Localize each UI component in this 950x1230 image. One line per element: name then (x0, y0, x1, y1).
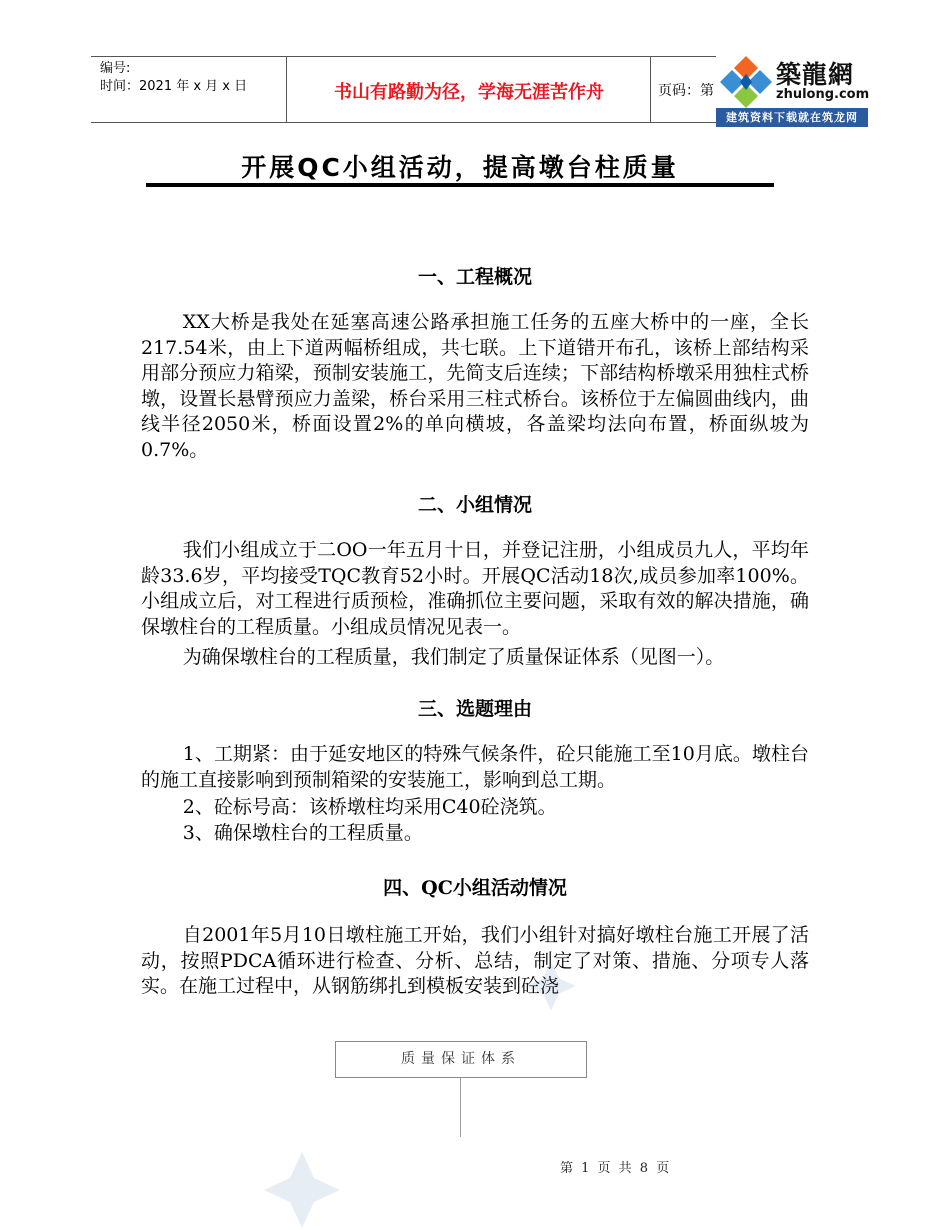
logo-chinese-name: 築龍網 (776, 60, 855, 89)
diagram-connector (460, 1077, 461, 1137)
watermark-icon (262, 1150, 342, 1230)
zhulong-logo-icon (718, 54, 774, 110)
section-paragraph: 为确保墩柱台的工程质量，我们制定了质量保证体系（见图一）。 (182, 646, 725, 668)
watermark-icon (525, 960, 577, 1012)
section-paragraph: 1、工期紧：由于延安地区的特殊气候条件，砼只能施工至10月底。墩柱台的施工直接影响到预制箱梁的安装施工，影响到总工期。 (141, 743, 809, 791)
section-heading: 一、工程概况 (417, 266, 532, 288)
header-page-label: 页码：第 (658, 83, 714, 99)
section-heading: 三、选题理由 (417, 698, 532, 720)
header-divider (650, 56, 651, 122)
document-time-label: 时间：2021 年 x 月 x 日 (100, 79, 248, 94)
header-motto: 书山有路勤为径，学海无涯苦作舟 (334, 82, 604, 103)
section-heading: 二、小组情况 (417, 494, 532, 516)
header-divider (286, 56, 287, 122)
section-paragraph: 自2001年5月10日墩柱施工开始，我们小组针对搞好墩柱台施工开展了活动，按照PDCA循环进行检查、分析、总结，制定了对策、措施、分项专人落实。在施工过程中，从钢筋绑扎到模板安装到砼浇 (141, 924, 809, 997)
logo-slogan: 建筑资料下载就在筑龙网 (716, 108, 868, 127)
section-paragraph: 2、砼标号高：该桥墩柱均采用C40砼浇筑。 (182, 796, 557, 818)
section-paragraph: XX大桥是我处在延塞高速公路承担施工任务的五座大桥中的一座，全长217.54米，由上下道两幅桥组成，共七联。上下道错开布孔，该桥上部结构采用部分预应力箱梁，预制安装施工，先简支后连续；下部结构桥墩采用独柱式桥墩，设置长悬臂预应力盖梁，桥台采用三柱式桥台。该桥位于左偏圆曲线内，曲线半径2050米，桥面设置2%的单向横坡，各盖梁均法向布置，桥面纵坡为0.7%。 (141, 311, 809, 461)
section-paragraph: 3、确保墩柱台的工程质量。 (182, 822, 423, 844)
document-number-label: 编号: (100, 61, 131, 76)
header-meta (100, 60, 247, 96)
quality-assurance-box: 质量保证体系 (335, 1041, 587, 1078)
logo-domain: zhulong.com (776, 87, 870, 102)
document-title: 开展QC小组活动，提高墩台柱质量 (241, 153, 679, 182)
section-paragraph: 我们小组成立于二OO一年五月十日，并登记注册，小组成员九人，平均年龄33.6岁，平均接受TQC教育52小时。开展QC活动18次,成员参加率100%。小组成立后，对工程进行质预检，准确抓位主要问题，采取有效的解决措施，确保墩柱台的工程质量。小组成员情况见表一。 (141, 539, 809, 638)
title-underline (146, 183, 774, 187)
zhulong-logo (716, 50, 868, 127)
page-footer: 第 1 页 共 8 页 (560, 1161, 672, 1176)
section-heading: 四、QC小组活动情况 (383, 877, 567, 899)
